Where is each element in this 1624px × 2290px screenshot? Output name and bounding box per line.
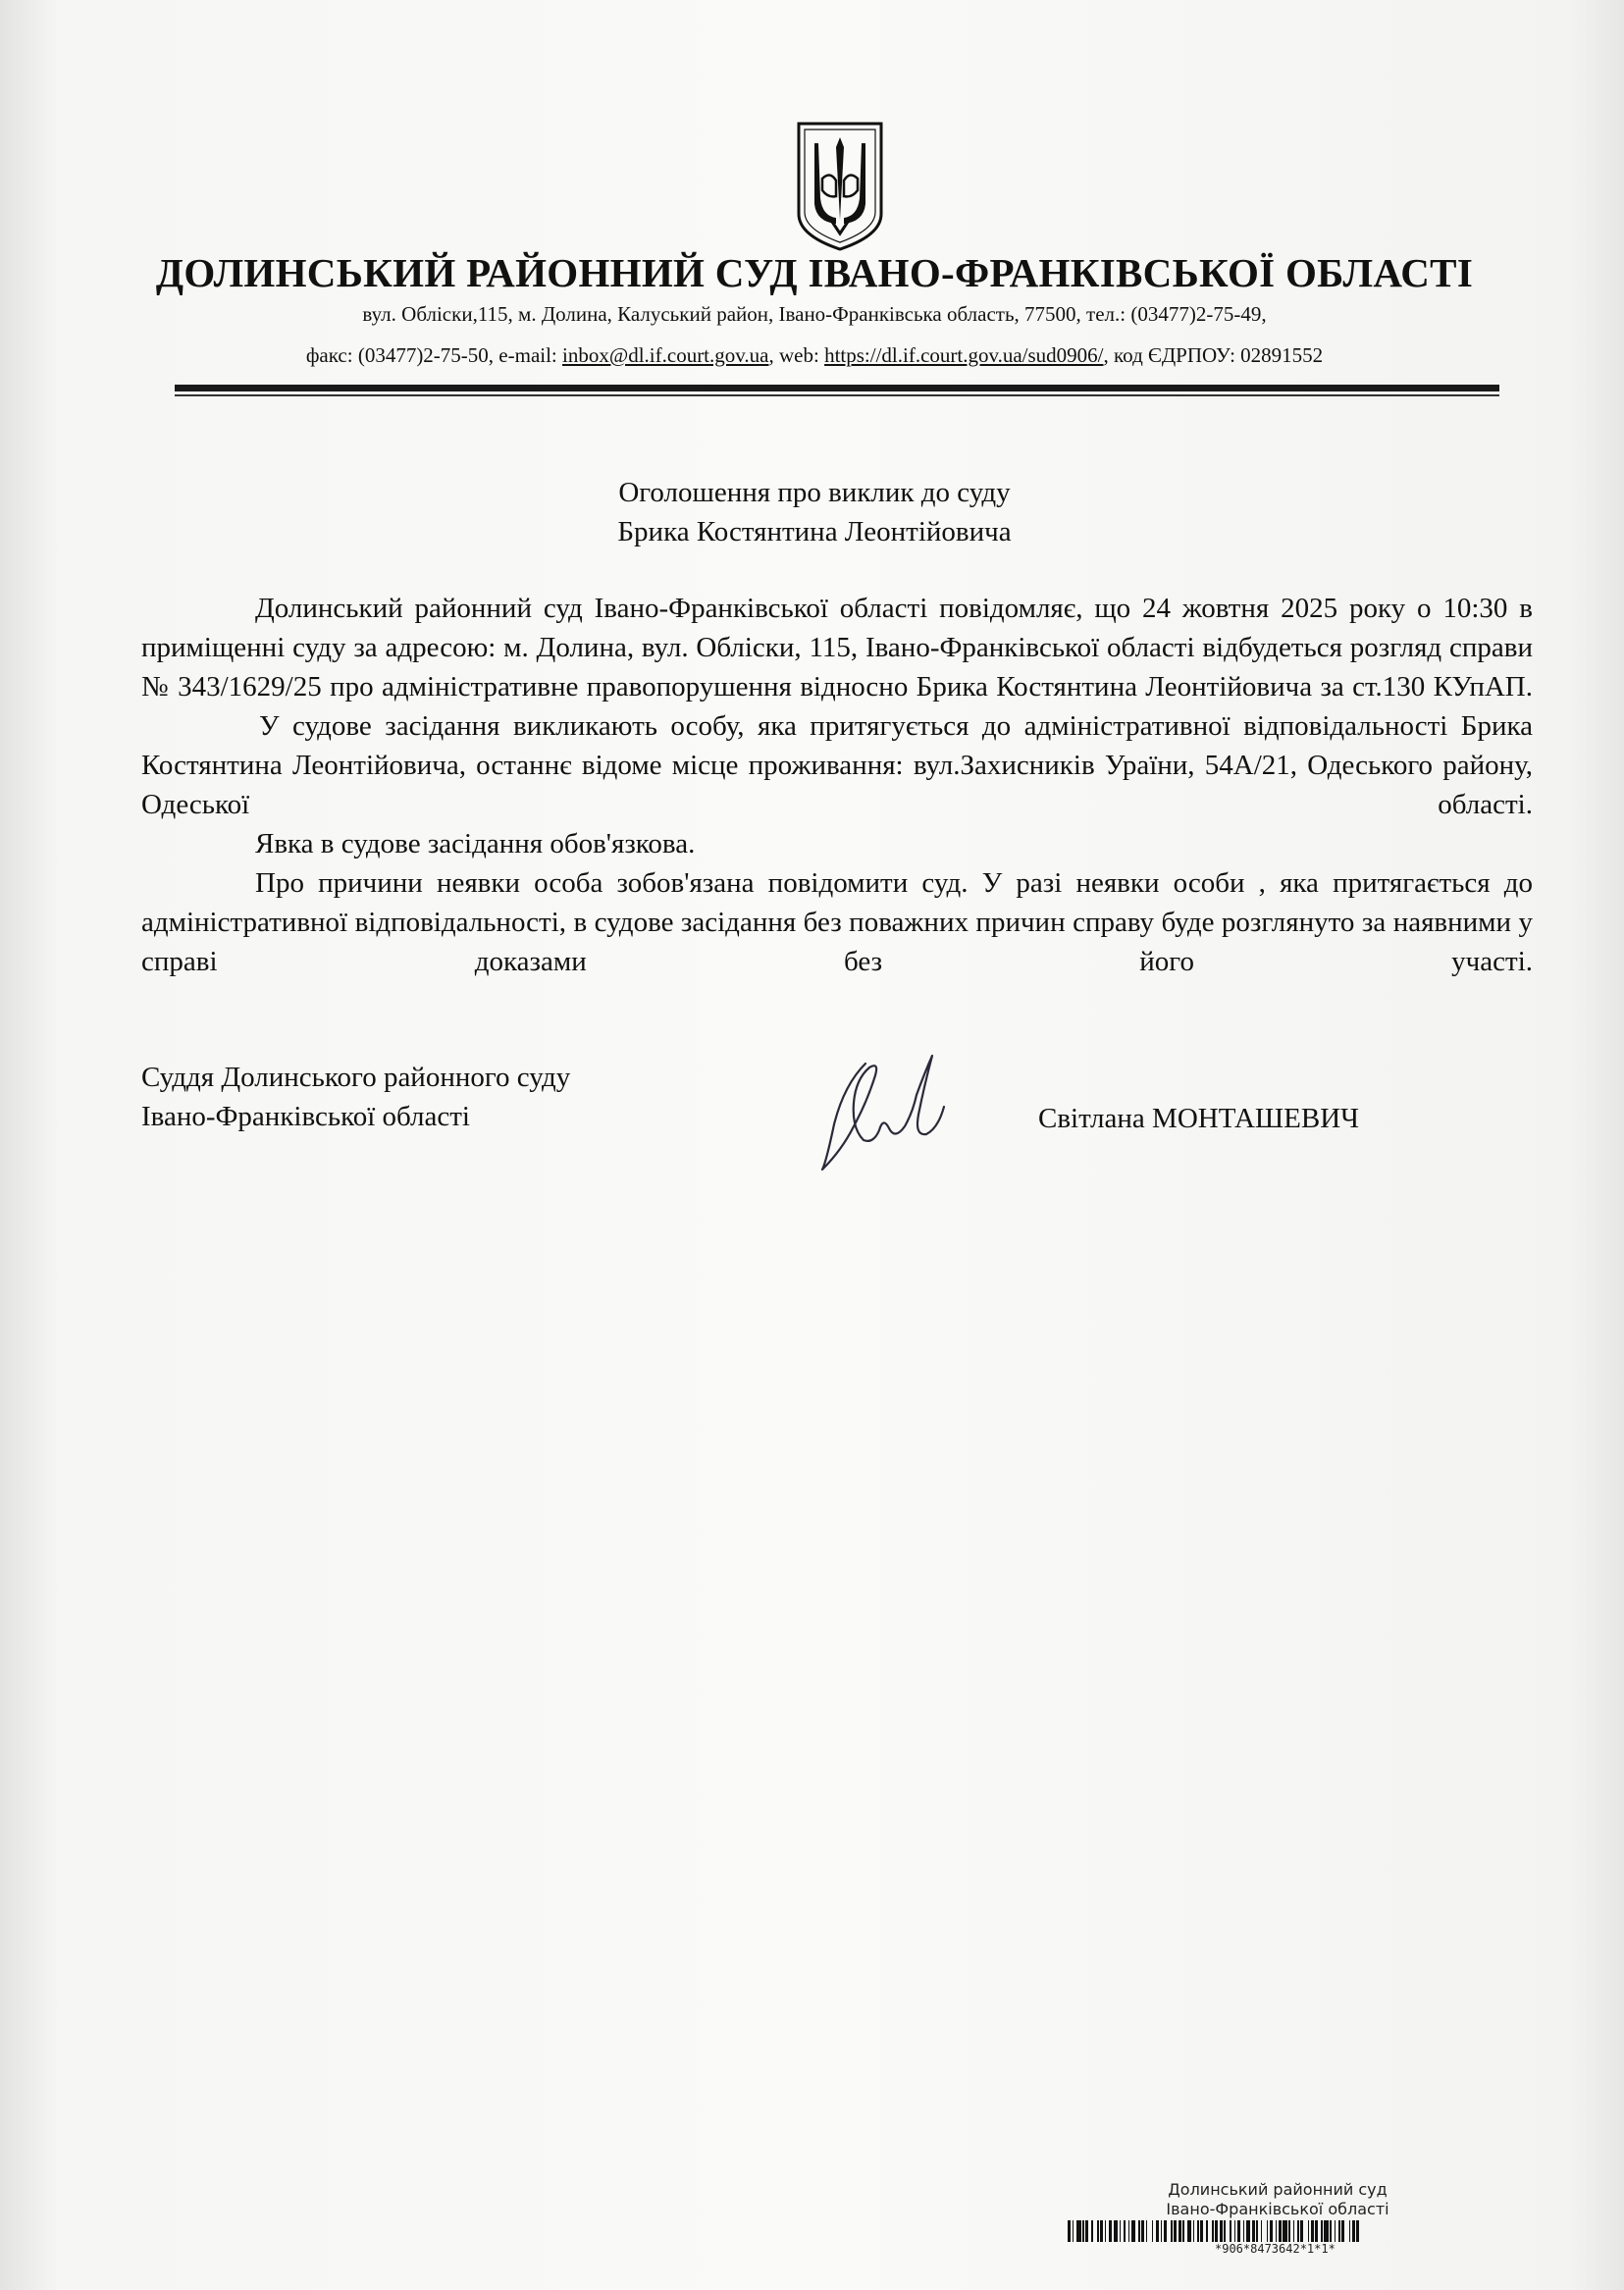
notice-title: Оголошення про виклик до суду bbox=[618, 477, 1011, 508]
header-divider-thin bbox=[175, 394, 1499, 396]
paragraph-attendance-text: Явка в судове засідання обов'язкова. bbox=[255, 828, 696, 859]
header-divider-thick bbox=[175, 385, 1499, 391]
email-link[interactable]: inbox@dl.if.court.gov.ua bbox=[562, 343, 769, 367]
paragraph-summons-text: У судове засідання викликають особу, яка притягується до адміністративної відповідальності Брика Костянтина Леонтійовича, останнє відоме місце проживання: вул.Захисників Ураїни, 54А/21, Одеського району, Одеської області. bbox=[141, 710, 1533, 820]
barcode-icon bbox=[1068, 2220, 1529, 2242]
paragraph-absence bbox=[141, 863, 1533, 981]
notice-body bbox=[141, 589, 1533, 981]
barcode-number: *906*8473642*1*1* bbox=[1215, 2242, 1336, 2256]
court-address: вул. Обліски,115, м. Долина, Калуський район, Івано-Франківська область, 77500, тел.: (03477)2-75-49, bbox=[362, 302, 1267, 326]
judge-name: Світлана МОНТАШЕВИЧ bbox=[1038, 1103, 1360, 1134]
web-label: , web: bbox=[768, 343, 825, 367]
judge-title-line1: Суддя Долинського районного суду bbox=[141, 1062, 571, 1093]
stamp-region: Івано-Франківської області bbox=[1166, 2200, 1389, 2218]
paragraph-hearing bbox=[141, 589, 1533, 706]
edrpou-code: , код ЄДРПОУ: 02891552 bbox=[1103, 343, 1324, 367]
judge-title-line2: Івано-Франківської області bbox=[141, 1101, 470, 1132]
judge-title bbox=[141, 1058, 570, 1136]
website-link[interactable]: https://dl.if.court.gov.ua/sud0906/ bbox=[824, 343, 1104, 367]
stamp-court-name: Долинський районний суд bbox=[1168, 2180, 1388, 2199]
notice-subject: Брика Костянтина Леонтійовича bbox=[617, 516, 1012, 547]
paragraph-summons bbox=[141, 706, 1533, 824]
paragraph-absence-text: Про причини неявки особа зобов'язана повідомити суд. У разі неявки особи , яка притягається до адміністративної відповідальності, в судове засідання без поважних причин справу буде розглянуто за наявними у справі доказами без його участі. bbox=[141, 867, 1533, 977]
registration-stamp bbox=[1068, 2180, 1529, 2256]
court-contacts bbox=[118, 343, 1511, 368]
fax-label: факс: (03477)2-75-50, e-mail: bbox=[305, 343, 563, 367]
paragraph-hearing-text: Долинський районний суд Івано-Франківської області повідомляє, що 24 жовтня 2025 року о 10:30 в приміщенні суду за адресою: м. Долина, вул. Обліски, 115, Івано-Франківської області відбудеться розгляд справи № 343/1629/25 про адміністративне правопорушення відносно Брика Костянтина Леонтійовича за ст.130 КУпАП. bbox=[141, 593, 1533, 703]
coat-of-arms-icon bbox=[793, 120, 887, 253]
paragraph-attendance bbox=[141, 824, 1533, 863]
signature-icon bbox=[814, 1046, 981, 1177]
court-name: ДОЛИНСЬКИЙ РАЙОННИЙ СУД ІВАНО-ФРАНКІВСЬКОЇ ОБЛАСТІ bbox=[155, 250, 1474, 295]
